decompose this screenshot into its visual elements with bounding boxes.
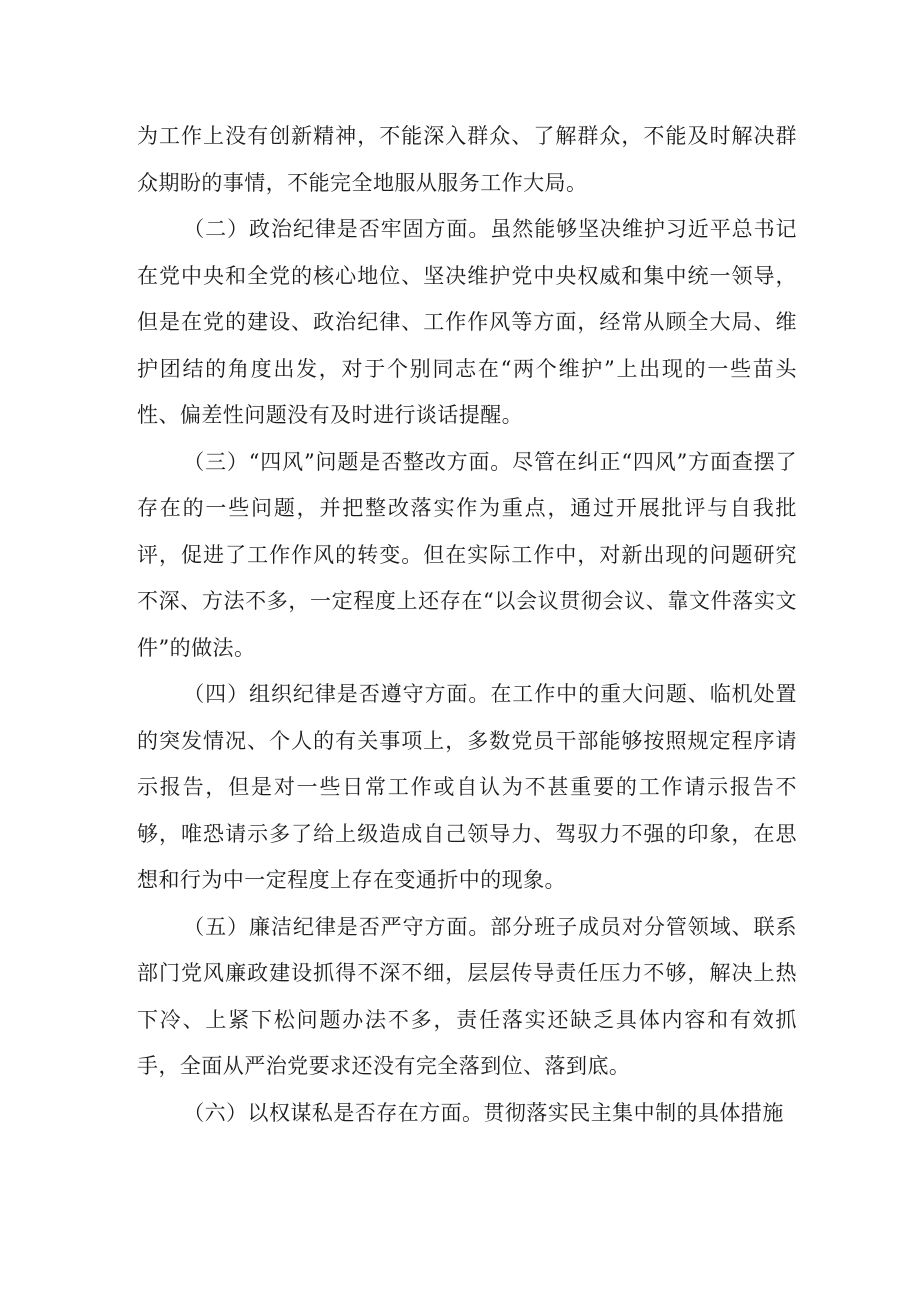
paragraph-abuse-of-power: （六）以权谋私是否存在方面。贯彻落实民主集中制的具体措施 xyxy=(183,1100,784,1125)
paragraph-continuation: 为工作上没有创新精神，不能深入群众、了解群众，不能及时解决群众期盼的事情，不能完全地服从服务工作大局。 xyxy=(137,124,797,195)
paragraph-organizational-discipline: （四）组织纪律是否遵守方面。在工作中的重大问题、临机处置的突发情况、个人的有关事项上，多数党员干部能够按照规定程序请示报告，但是对一些日常工作或自认为不甚重要的工作请示报告不够，唯恐请示多了给上级造成自己领导力、驾驭力不强的印象，在思想和行为中一定程度上存在变通折中的现象。 xyxy=(137,682,797,892)
paragraph-integrity-discipline: （五）廉洁纪律是否严守方面。部分班子成员对分管领域、联系部门党风廉政建设抓得不深不细，层层传导责任压力不够，解决上热下冷、上紧下松问题办法不多，责任落实还缺乏具体内容和有效抓手，全面从严治党要求还没有完全落到位、落到底。 xyxy=(137,914,797,1078)
paragraph-political-discipline: （二）政治纪律是否牢固方面。虽然能够坚决维护习近平总书记在党中央和全党的核心地位、坚决维护党中央权威和集中统一领导，但是在党的建设、政治纪律、工作作风等方面，经常从顾全大局、维护团结的角度出发，对于个别同志在“两个维护”上出现的一些苗头性、偏差性问题没有及时进行谈话提醒。 xyxy=(137,217,797,427)
paragraph-four-winds: （三）“四风”问题是否整改方面。尽管在纠正“四风”方面查摆了存在的一些问题，并把整改落实作为重点，通过开展批评与自我批评，促进了工作作风的转变。但在实际工作中，对新出现的问题研究不深、方法不多，一定程度上还存在“以会议贯彻会议、靠文件落实文件”的做法。 xyxy=(137,449,797,660)
document-body xyxy=(137,113,797,1136)
